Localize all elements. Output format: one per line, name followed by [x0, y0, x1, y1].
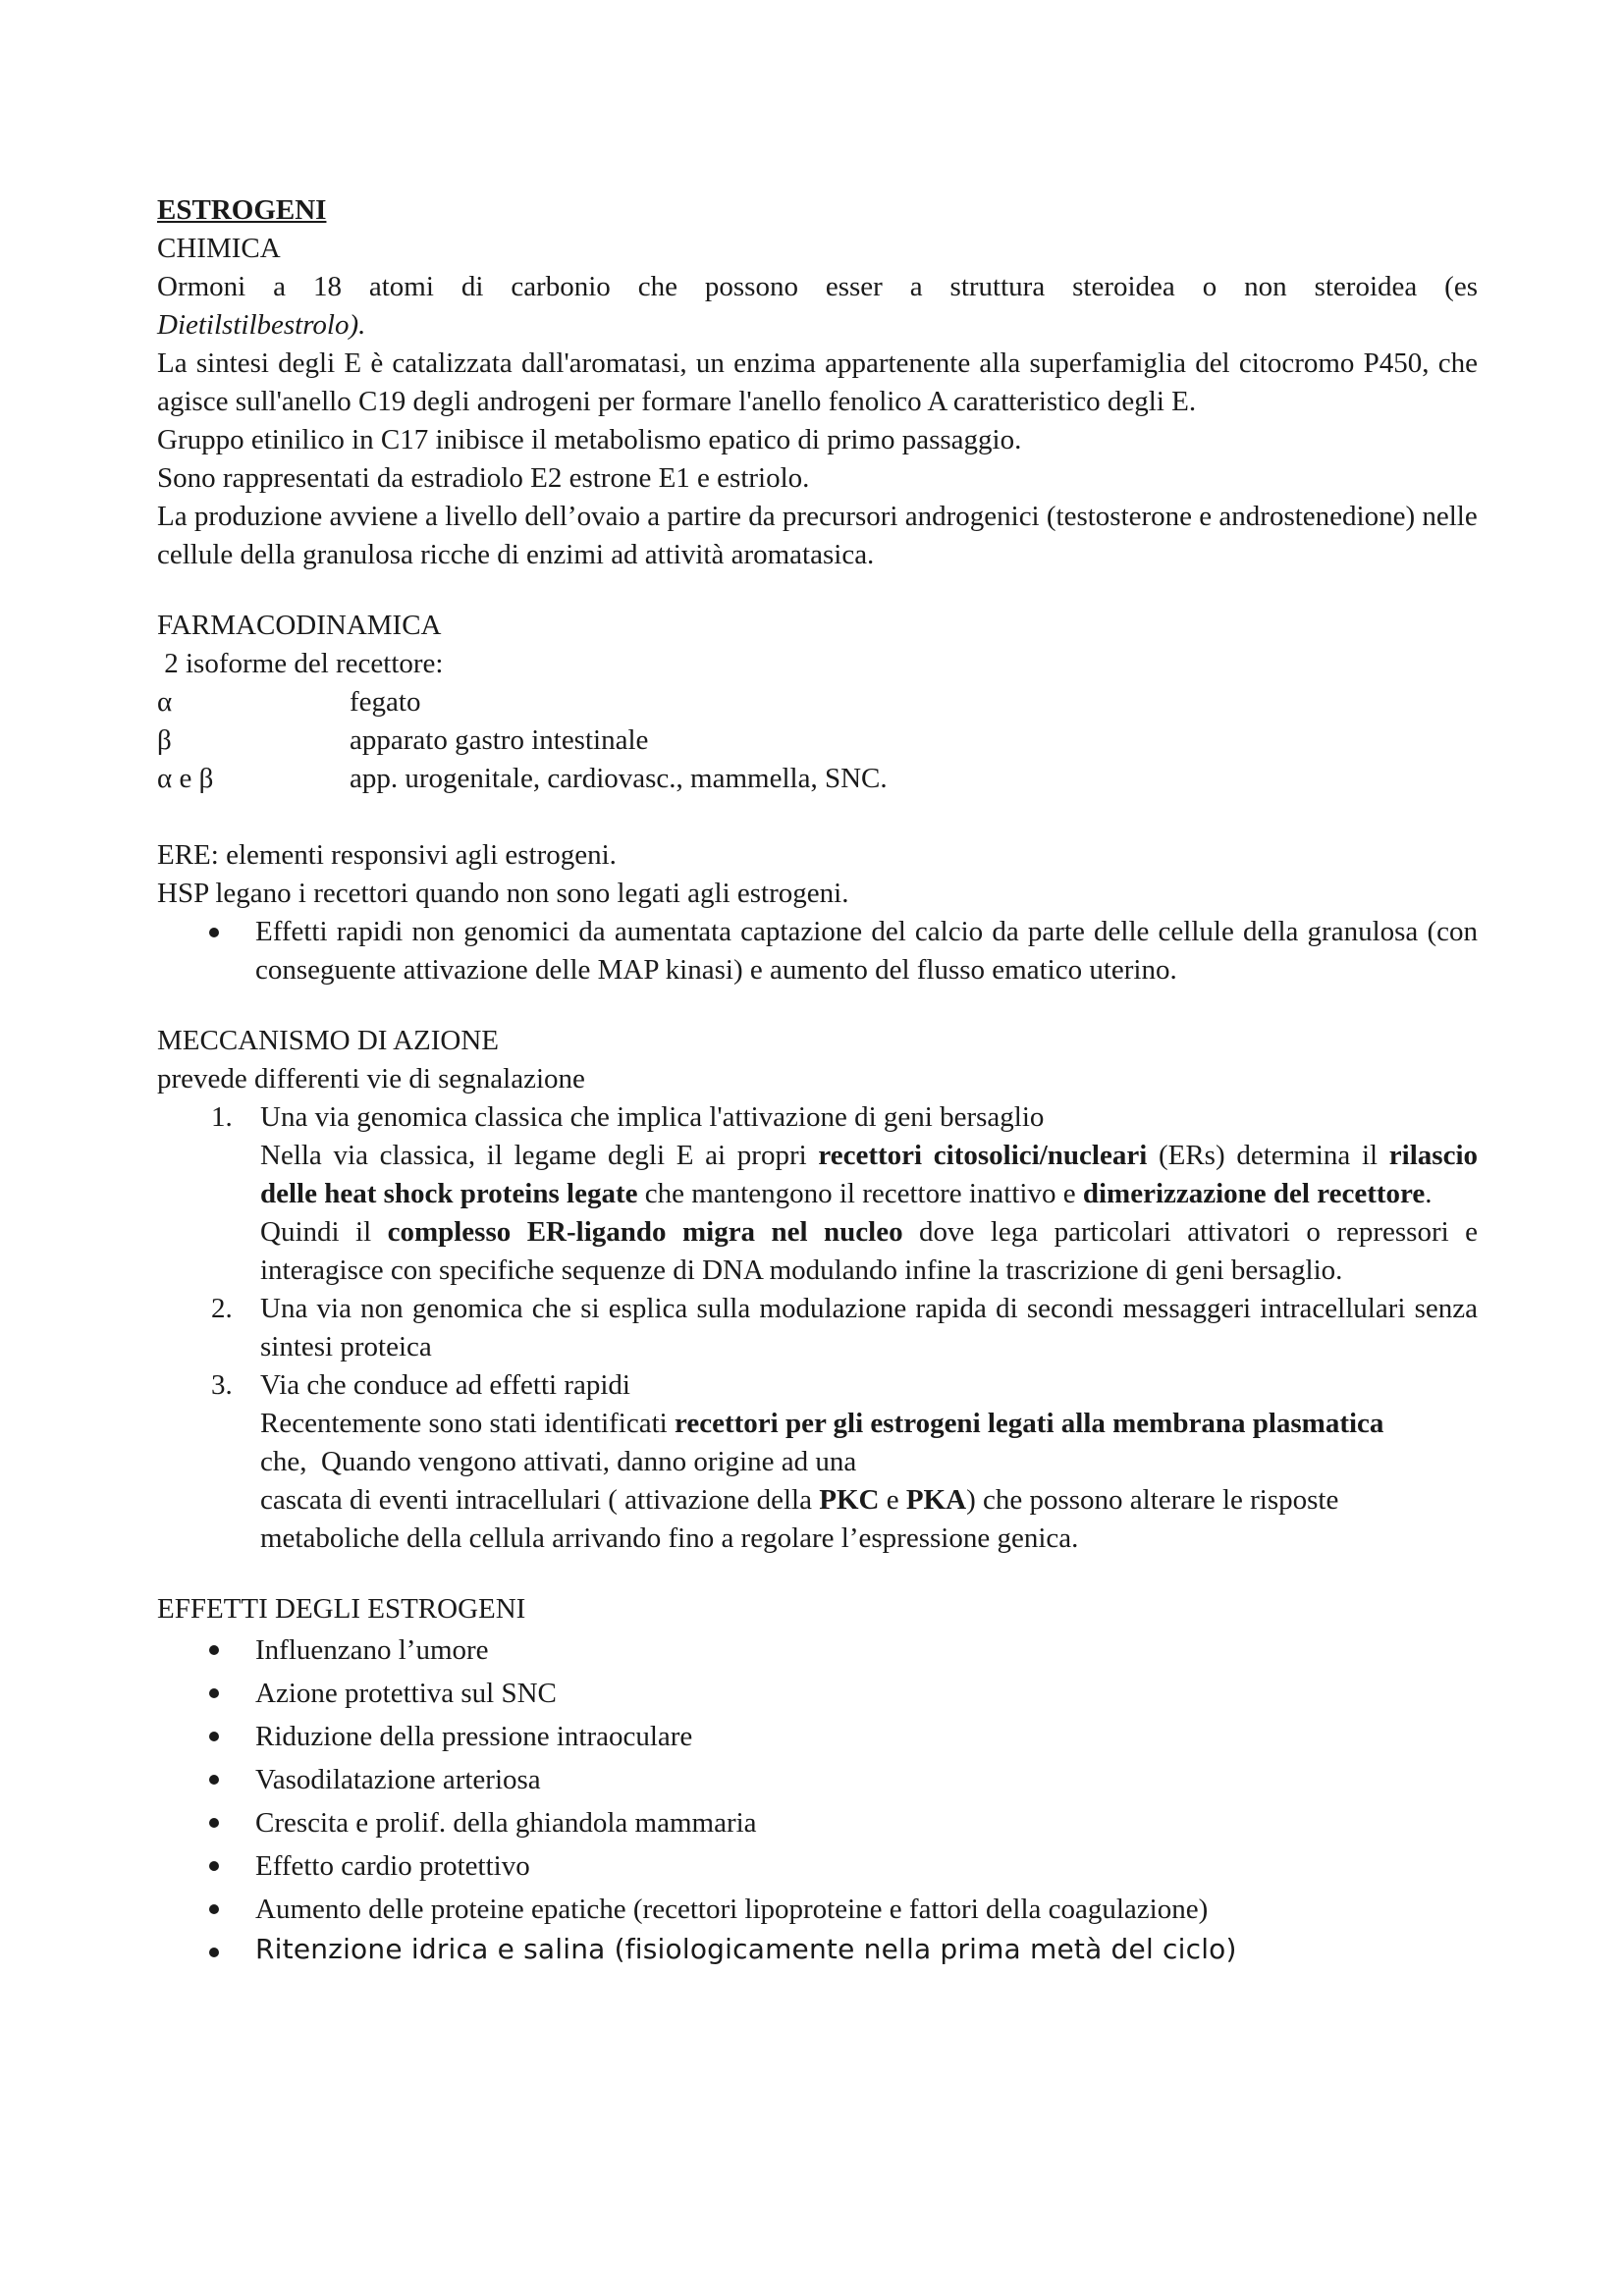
ere-definition: ERE: elementi responsivi agli estrogeni. — [157, 839, 617, 871]
effetti-bullet-list — [157, 1629, 1478, 1968]
chimica-p1-italic: Dietilstilbestrolo). — [157, 309, 366, 341]
chimica-paragraph-3: Gruppo etinilico in C17 inibisce il metabolismo epatico di primo passaggio. — [157, 424, 1022, 455]
list-number: 2. — [211, 1293, 233, 1324]
list-item-body — [260, 1405, 1478, 1481]
bold-run: recettori citosolici/nucleari — [818, 1140, 1148, 1171]
list-item: Effetto cardio protettivo — [157, 1844, 1478, 1888]
list-item-body — [260, 1137, 1478, 1213]
text-run: che mantengono il recettore inattivo e — [637, 1178, 1083, 1209]
list-item-title: Via che conduce ad effetti rapidi — [260, 1369, 630, 1401]
isoform-row — [157, 721, 1478, 760]
chimica-paragraph-2: La sintesi degli E è catalizzata dall'aromatasi, un enzima appartenente alla superfamiglia del citocromo P450, che agisce sull'anello C19 degli androgeni per formare l'anello fenolico A caratteristico degli E. — [157, 347, 1478, 417]
chimica-p1-text: Ormoni a 18 atomi di carbonio che possono esser a struttura steroidea o non steroidea (es — [157, 271, 1478, 302]
section-heading-chimica: CHIMICA — [157, 233, 281, 264]
bold-run: PKC — [819, 1484, 880, 1516]
list-number: 3. — [211, 1369, 233, 1401]
text-run: Recentemente sono stati identificati — [260, 1408, 675, 1439]
document-page — [157, 191, 1478, 1968]
bold-run: recettori per gli estrogeni legati alla membrana plasmatica — [674, 1408, 1384, 1439]
list-item-body — [260, 1481, 1478, 1558]
list-item: Azione protettiva sul SNC — [157, 1672, 1478, 1715]
list-item: Riduzione della pressione intraoculare — [157, 1715, 1478, 1758]
chimica-paragraph-1 — [157, 268, 1478, 306]
list-item: Aumento delle proteine epatiche (recettori lipoproteine e fattori della coagulazione) — [157, 1888, 1478, 1931]
isoform-row — [157, 760, 1478, 798]
isoform-row — [157, 683, 1478, 721]
text-run: (ERs) determina il — [1147, 1140, 1389, 1171]
list-item — [157, 1290, 1478, 1366]
text-run: dove lega particolari attivatori o repressori e interagisce con specifiche sequenze di DNA modulando infine la trascrizione di geni bersaglio. — [260, 1216, 1479, 1286]
chimica-paragraph-4: Sono rappresentati da estradiolo E2 estrone E1 e estriolo. — [157, 462, 810, 494]
isoform-key: α — [157, 686, 173, 718]
list-item — [157, 1366, 1478, 1558]
chimica-paragraph-1-end — [157, 306, 1478, 345]
isoform-key: β — [157, 724, 172, 756]
list-item: Effetti rapidi non genomici da aumentata captazione del calcio da parte delle cellule della granulosa (con conseguente attivazione delle MAP kinasi) e aumento del flusso ematico uterino. — [157, 913, 1478, 989]
bold-run: rilascio delle heat shock proteins legate — [260, 1140, 1478, 1209]
list-item-title: Una via genomica classica che implica l'attivazione di geni bersaglio — [260, 1101, 1045, 1133]
list-item-body: Una via non genomica che si esplica sulla modulazione rapida di secondi messaggeri intracellulari senza sintesi proteica — [260, 1293, 1478, 1362]
list-item: Vasodilatazione arteriosa — [157, 1758, 1478, 1801]
text-run: cascata di eventi intracellulari ( attivazione della — [260, 1484, 820, 1516]
text-run: che, Quando vengono attivati, danno origine ad una — [260, 1408, 1391, 1477]
text-run: ) che possono alterare le risposte metaboliche della cellula arrivando fino a regolare l’espressione genica. — [260, 1484, 1339, 1554]
document-title: ESTROGENI — [157, 194, 327, 226]
list-item: Ritenzione idrica e salina (fisiologicamente nella prima metà del ciclo) — [157, 1931, 1478, 1968]
isoform-value: apparato gastro intestinale — [350, 724, 649, 756]
farmacodinamica-intro: 2 isoforme del recettore: — [157, 648, 444, 679]
meccanismo-numbered-list — [157, 1098, 1478, 1558]
bold-run: complesso ER-ligando migra nel nucleo — [387, 1216, 903, 1248]
text-run: Quindi il — [260, 1216, 388, 1248]
isoform-key: α e β — [157, 763, 214, 794]
list-item: Influenzano l’umore — [157, 1629, 1478, 1672]
text-run: e — [879, 1484, 906, 1516]
chimica-paragraph-5: La produzione avviene a livello dell’ovaio a partire da precursori androgenici (testosterone e androstenedione) nelle cellule della granulosa ricche di enzimi ad attività aromatasica. — [157, 501, 1478, 570]
farmacodinamica-bullet-list — [157, 913, 1478, 989]
meccanismo-intro: prevede differenti vie di segnalazione — [157, 1063, 585, 1095]
hsp-definition: HSP legano i recettori quando non sono legati agli estrogeni. — [157, 878, 849, 909]
section-heading-meccanismo: MECCANISMO DI AZIONE — [157, 1025, 499, 1056]
list-item — [157, 1098, 1478, 1290]
list-number: 1. — [211, 1101, 233, 1133]
section-heading-effetti: EFFETTI DEGLI ESTROGENI — [157, 1593, 526, 1625]
text-run: Nella via classica, il legame degli E ai propri — [260, 1140, 819, 1171]
text-run: . — [1425, 1178, 1433, 1209]
bold-run: dimerizzazione del recettore — [1082, 1178, 1426, 1209]
section-heading-farmacodinamica: FARMACODINAMICA — [157, 610, 442, 641]
bold-run: PKA — [905, 1484, 967, 1516]
list-item: Crescita e prolif. della ghiandola mammaria — [157, 1801, 1478, 1844]
list-item-body — [260, 1213, 1478, 1290]
isoform-value: app. urogenitale, cardiovasc., mammella, SNC. — [350, 763, 888, 794]
isoform-value: fegato — [350, 686, 421, 718]
